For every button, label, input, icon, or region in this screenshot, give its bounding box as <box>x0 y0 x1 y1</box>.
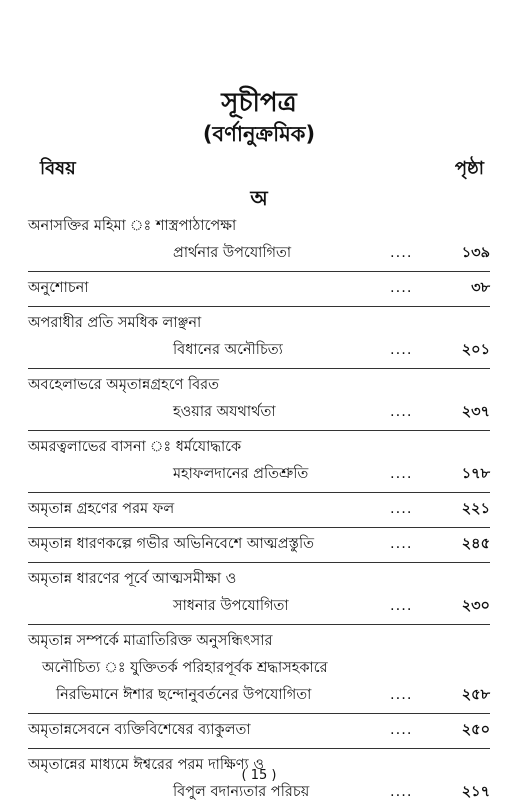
index-entry-line <box>28 717 490 744</box>
index-entry-line <box>28 461 490 488</box>
dot-leader: .... <box>390 501 413 517</box>
subject-column-header: বিষয় <box>40 158 76 179</box>
entry-page-number: ১৩৯ <box>461 245 490 261</box>
index-entry-line <box>28 213 490 240</box>
entry-page-number: ৩৮ <box>471 280 490 296</box>
entry-page-number: ২৩০ <box>461 598 490 614</box>
dot-leader: .... <box>390 598 413 614</box>
index-entry-list <box>28 210 490 810</box>
index-entry-line <box>28 628 490 655</box>
index-entry-line <box>28 399 490 426</box>
entry-topic-text: অমৃতান্ন গ্রহণের পরম ফল <box>28 501 175 517</box>
entry-topic-text: অমৃতান্নের মাধ্যমে ঈশ্বরের পরম দাক্ষিণ্য ও <box>28 757 265 773</box>
index-entry <box>28 493 490 528</box>
entry-topic-text: অবহেলাভরে অমৃতান্নগ্রহণে বিরত <box>28 377 220 393</box>
entry-topic-text: বিধানের অনৌচিত্য <box>173 342 283 358</box>
entry-page-number: ২৪৫ <box>461 536 490 552</box>
entry-topic-text: অমৃতান্ন ধারণকল্পে গভীর অভিনিবেশে আত্মপ্রস্তুতি <box>28 536 315 552</box>
index-entry <box>28 714 490 749</box>
dot-leader: .... <box>390 722 413 738</box>
entry-page-number: ২২১ <box>461 501 490 517</box>
entry-topic-text: অমৃতান্ন ধারণের পূর্বে আত্মসমীক্ষা ও <box>28 571 237 587</box>
entry-topic-text: নিরভিমানে ঈশার ছন্দোনুবর্তনের উপযোগিতা <box>56 687 312 703</box>
index-entry-line <box>28 434 490 461</box>
entry-topic-text: অনুশোচনা <box>28 280 89 296</box>
index-entry <box>28 307 490 369</box>
dot-leader: .... <box>390 536 413 552</box>
index-entry <box>28 563 490 625</box>
index-entry-line <box>28 337 490 364</box>
dot-leader: .... <box>390 404 413 420</box>
entry-topic-text: বিপুল বদান্যতার পরিচয় <box>173 784 310 800</box>
entry-topic-text: প্রার্থনার উপযোগিতা <box>173 245 292 261</box>
entry-page-number: ২৩৭ <box>461 404 490 420</box>
dot-leader: .... <box>390 245 413 261</box>
index-entry <box>28 210 490 272</box>
index-entry <box>28 369 490 431</box>
entry-page-number: ২০১ <box>461 342 490 358</box>
index-entry-line <box>28 240 490 267</box>
entry-topic-text: অমৃতান্নসেবনে ব্যক্তিবিশেষের ব্যাকুলতা <box>28 722 251 738</box>
page-subtitle: (বর্ণানুক্রমিক) <box>202 122 316 146</box>
index-entry <box>28 272 490 307</box>
entry-topic-text: অপরাধীর প্রতি সমধিক লাঞ্ছনা <box>28 315 202 331</box>
entry-page-number: ২৫৮ <box>461 687 490 703</box>
index-entry-line <box>28 372 490 399</box>
index-entry-line <box>28 566 490 593</box>
entry-topic-text: হওয়ার অযথার্থতা <box>173 404 276 420</box>
index-entry-line <box>28 682 490 709</box>
entry-page-number: ২১৭ <box>461 784 490 800</box>
index-entry-line <box>28 275 490 302</box>
entry-topic-text: অমৃতান্ন সম্পর্কে মাত্রাতিরিক্ত অনুসন্ধিৎসার <box>28 633 273 649</box>
page-title: সূচীপত্র <box>221 88 297 118</box>
section-letter-heading: অ <box>250 186 268 210</box>
index-entry-line <box>28 779 490 806</box>
entry-topic-text: মহাফলদানের প্রতিশ্রুতি <box>173 466 309 482</box>
dot-leader: .... <box>390 342 413 358</box>
index-entry-line <box>28 531 490 558</box>
index-entry-line <box>28 496 490 523</box>
index-entry-line <box>28 655 490 682</box>
index-entry <box>28 528 490 563</box>
index-entry <box>28 431 490 493</box>
page-number-footer: ( 15 ) <box>241 768 277 783</box>
entry-topic-text: অনৌচিত্য ঃ যুক্তিতর্ক পরিহারপূর্বক শ্রদ্ধাসহকারে <box>42 660 328 676</box>
dot-leader: .... <box>390 466 413 482</box>
index-entry-line <box>28 310 490 337</box>
entry-page-number: ২৫০ <box>461 722 490 738</box>
entry-topic-text: অমরত্বলাভের বাসনা ঃ ধর্মযোদ্ধাকে <box>28 439 242 455</box>
index-entry-line <box>28 593 490 620</box>
entry-topic-text: অনাসক্তির মহিমা ঃ শাস্ত্রপাঠাপেক্ষা <box>28 218 237 234</box>
dot-leader: .... <box>390 784 413 800</box>
entry-topic-text: সাধনার উপযোগিতা <box>173 598 289 614</box>
dot-leader: .... <box>390 687 413 703</box>
dot-leader: .... <box>390 280 413 296</box>
index-entry <box>28 625 490 714</box>
page-column-header: পৃষ্ঠা <box>454 158 484 179</box>
entry-page-number: ১৭৮ <box>461 466 490 482</box>
